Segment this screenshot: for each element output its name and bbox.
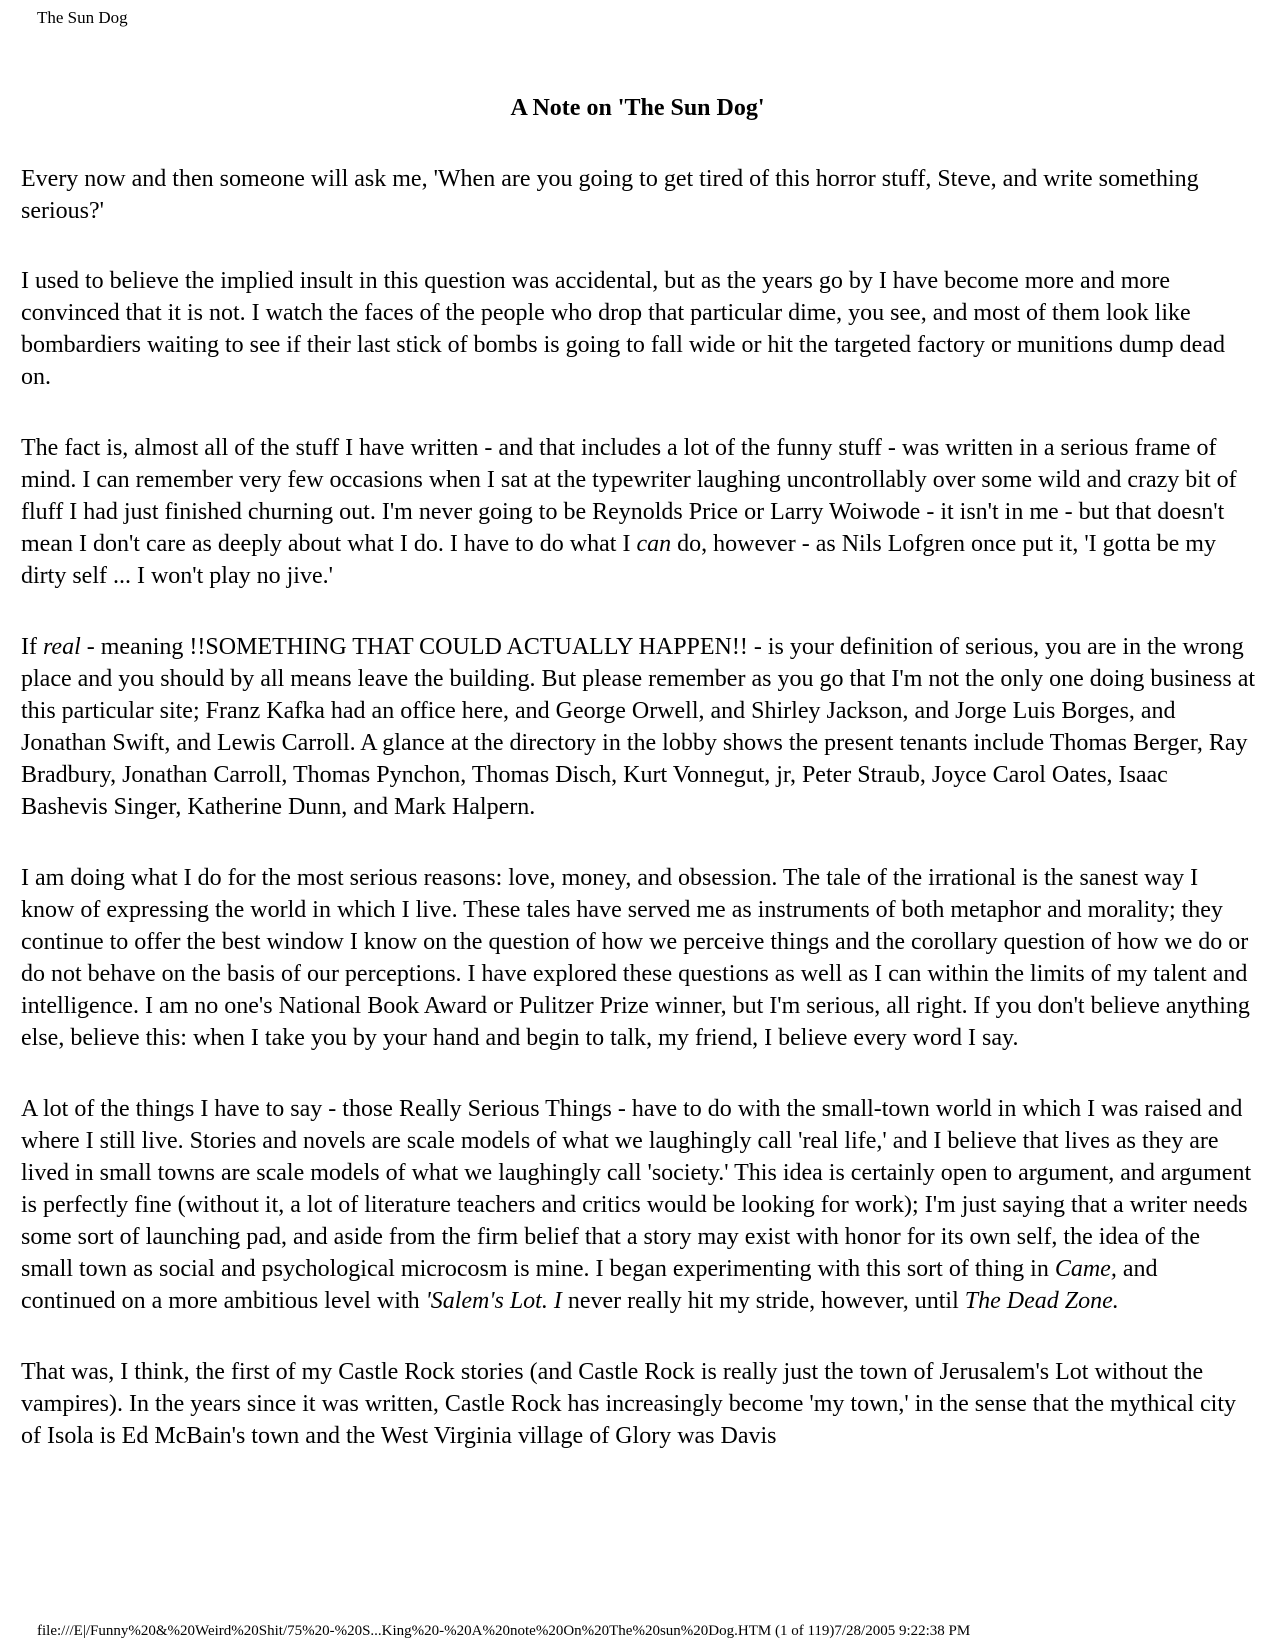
paragraph-4-text-b: - meaning !!SOMETHING THAT COULD ACTUALLY HAPPEN!! - is your definition of serious, you are in the wrong place and you should by all means leave the building. But please remember as you go that I'm not the only one doing business at this particular site; Franz Kafka had an office here, and George Orwell, and Shirley Jackson, and Jorge Luis Borges, and Jonathan Swift, and Lewis Carroll. A glance at the directory in the lobby shows the present tenants include Thomas Berger, Ray Bradbury, Jonathan Carroll, Thomas Pynchon, Thomas Disch, Kurt Vonnegut, jr, Peter Straub, Joyce Carol Oates, Isaac Bashevis Singer, Katherine Dunn, and Mark Halpern. xyxy=(21,634,1256,820)
paragraph-4 xyxy=(21,631,1257,823)
paragraph-7: That was, I think, the first of my Castle Rock stories (and Castle Rock is really just the town of Jerusalem's Lot without the vampires). In the years since it was written, Castle Rock has increasingly become 'my town,' in the sense that the mythical city of Isola is Ed McBain's town and the West Virginia village of Glory was Davis xyxy=(21,1359,1236,1449)
paragraph-6 xyxy=(21,1093,1257,1317)
paragraph-3 xyxy=(21,432,1257,592)
paragraph-5: I am doing what I do for the most serious reasons: love, money, and obsession. The tale of the irrational is the sanest way I know of expressing the world in which I live. These tales have served me as instruments of both metaphor and morality; they continue to offer the best window I know on the question of how we perceive things and the corollary question of how we do or do not behave on the basis of our perceptions. I have explored these questions as well as I can within the limits of my talent and intelligence. I am no one's National Book Award or Pulitzer Prize winner, but I'm serious, all right. If you don't believe anything else, believe this: when I take you by your hand and begin to talk, my friend, I believe every word I say. xyxy=(21,865,1250,1051)
paragraph-4-italic-real: real xyxy=(42,634,81,660)
paragraph-6-italic-dead-zone: The Dead Zone. xyxy=(964,1288,1119,1314)
paragraph-6-italic-salems-lot: 'Salem's Lot. I xyxy=(425,1288,562,1314)
footer-file-path: file:///E|/Funny%20&%20Weird%20Shit/75%20-%20S...King%20-%20A%20note%20On%20The%20sun%20Dog.HTM (1 of 119)7/28/2005 9:22:38 PM xyxy=(37,1623,971,1639)
article-body xyxy=(21,163,1257,1491)
paragraph-2: I used to believe the implied insult in this question was accidental, but as the years go by I have become more and more convinced that it is not. I watch the faces of the people who drop that particular dime, you see, and most of them look like bombardiers waiting to see if their last stick of bombs is going to fall wide or hit the targeted factory or munitions dump dead on. xyxy=(21,268,1225,390)
paragraph-6-italic-came: Came, xyxy=(1054,1256,1117,1282)
paragraph-3-italic-can: can xyxy=(636,531,672,557)
paragraph-3-text-b: do, however - as Nils Lofgren once put it, 'I gotta be my dirty self ... I won't play no jive.' xyxy=(21,531,1216,589)
paragraph-4-text-a: If xyxy=(21,634,43,660)
paragraph-3-text-a: The fact is, almost all of the stuff I have written - and that includes a lot of the funny stuff - was written in a serious frame of mind. I can remember very few occasions when I sat at the typewriter laughing uncontrollably over some wild and crazy bit of fluff I had just finished churning out. I'm never going to be Reynolds Price or Larry Woiwode - it isn't in me - but that doesn't mean I don't care as deeply about what I do. I have to do what I xyxy=(21,435,1237,557)
paragraph-6-text-a: A lot of the things I have to say - those Really Serious Things - have to do with the small-town world in which I was raised and where I still live. Stories and novels are scale models of what we laughingly call 'real life,' and I believe that lives as they are lived in small towns are scale models of what we laughingly call 'society.' This idea is certainly open to argument, and argument is perfectly fine (without it, a lot of literature teachers and critics would be looking for work); I'm just saying that a writer needs some sort of launching pad, and aside from the firm belief that a story may exist with honor for its own self, the idea of the small town as social and psychological microcosm is mine. I began experimenting with this sort of thing in xyxy=(21,1096,1252,1282)
paragraph-1: Every now and then someone will ask me, 'When are you going to get tired of this horror stuff, Steve, and write something serious?' xyxy=(21,166,1199,224)
paragraph-6-text-c: never really hit my stride, however, until xyxy=(561,1288,965,1314)
page-title: A Note on 'The Sun Dog' xyxy=(510,95,765,121)
paragraph-6-text-b: and continued on a more ambitious level with xyxy=(21,1256,1158,1314)
running-head: The Sun Dog xyxy=(37,8,128,27)
